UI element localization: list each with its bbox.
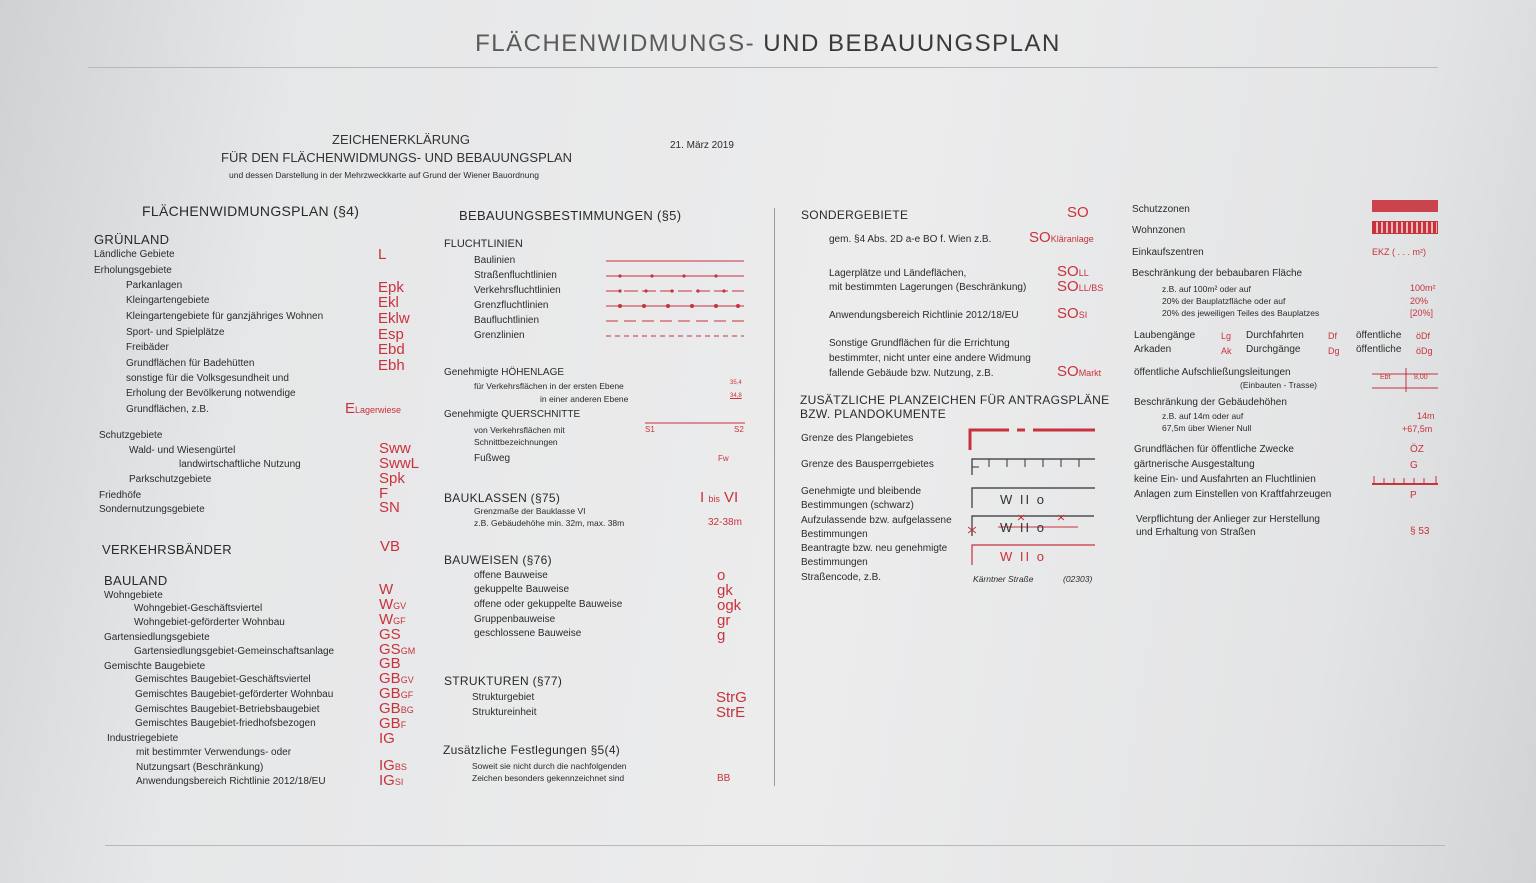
verkehr-heading: VERKEHRSBÄNDER [102,542,232,557]
bauweisen-heading: BAUWEISEN (§76) [444,553,552,567]
bauklassen-code [700,489,738,506]
oeffentliche-zwecke-code: ÖZ [1410,444,1424,455]
code-sub: BG [400,705,414,715]
list-item: landwirtschaftliche Nutzung [179,459,301,470]
fussweg-label: Fußweg [474,453,511,464]
hoehen-code2: +67,5m [1402,424,1433,434]
kfz-anlagen-label: Anlagen zum Einstellen von Kraftfahrzeugen [1134,489,1332,500]
code-sub: BS [394,762,407,772]
besch-line3: 20% des jeweiligen Teiles des Bauplatzes [1162,308,1320,318]
list-item: Sport- und Spielplätze [126,327,225,338]
gaertnerisch-code: G [1410,460,1418,471]
code-main: GB [379,685,401,702]
querschnitt-s1: S1 [645,425,655,434]
list-item: Parkschutzgebiete [129,474,212,485]
list-item: Sondernutzungsgebiete [99,504,205,515]
pz-plangebiet: Grenze des Plangebietes [801,433,914,444]
bauklassen-line2: z.B. Gebäudehöhe min. 32m, max. 38m [474,518,625,528]
gebaeudehoehen-heading: Beschränkung der Gebäudehöhen [1134,397,1287,408]
list-item: Wohngebiet-geförderter Wohnbau [134,617,285,628]
aufzulassen-text: W II o [1000,520,1046,535]
code: gr [717,612,731,629]
code: L [378,246,387,263]
list-item: Industriegebiete [107,733,179,744]
list-item: offene Bauweise [474,570,548,581]
code-sub: LL [1078,268,1089,278]
so-line3: Anwendungsbereich Richtlinie 2012/18/EU [829,310,1019,321]
list-item: geschlossene Bauweise [474,628,582,639]
code-main: SO [1029,229,1051,246]
code: Epk [378,279,404,296]
legend-title-2: FÜR DEN FLÄCHENWIDMUNGS- UND BEBAUUNGSPLAN [221,150,573,165]
pz-beantragt-a: Beantragte bzw. neu genehmigte [801,543,948,554]
leitungen-sub: (Einbauten - Trasse) [1240,380,1318,390]
code: StrG [716,689,747,706]
so-code-3 [1057,305,1087,322]
code-sub: Lagerwiese [355,405,402,415]
keine-einfahrten-label: keine Ein- und Ausfahrten an Fluchtlinien [1134,474,1316,485]
code: g [717,627,726,644]
code-sub: Markt [1078,368,1102,378]
list-item: Parkanlagen [126,280,183,291]
column-divider [774,208,775,786]
line-label: Verkehrsfluchtlinien [474,285,561,296]
durchfahrten-label: Durchfahrten [1246,330,1304,341]
list-item: Nutzungsart (Beschränkung) [136,762,264,773]
durchfahrten-code: Df [1328,331,1337,341]
code-sub: SI [394,777,404,787]
bk-bis: bis [708,494,720,504]
pz-beantragt-b: Bestimmungen [801,557,868,568]
code: SwwL [379,455,420,472]
so-code-2b [1057,278,1103,295]
code-main: W [379,581,394,598]
hoehenlage-symbol-1: 35,4 [730,380,742,386]
code-sub: F [400,720,407,730]
code: Spk [379,470,405,487]
code-main: SO [1057,305,1079,322]
title-part-a: FLÄCHENWIDMUNGS- [475,30,756,57]
code: ogk [717,597,742,614]
leitungen-sym-value: 8,00 [1414,374,1428,381]
legend-subtitle: und dessen Darstellung in der Mehrzweckkarte auf Grund der Wiener Bauordnung [229,170,539,180]
list-item: Gemischtes Baugebiet-Betriebsbaugebiet [135,704,320,715]
code-main: GB [379,715,401,732]
code [345,400,401,417]
fussweg-code: Fw [718,454,729,463]
beschraenkung-heading: Beschränkung der bebaubaren Fläche [1132,268,1303,279]
besch-code2: 20% [1410,296,1429,306]
querschnitte-line1: von Verkehrsflächen mit [474,425,565,435]
hoehen-code1: 14m [1417,411,1435,421]
so-line2b: mit bestimmten Lagerungen (Beschränkung) [829,282,1027,293]
so-line4a: Sonstige Grundflächen für die Errichtung [829,338,1010,349]
code: Ekl [378,294,399,311]
code: Sww [379,440,411,457]
code-main: W [379,611,394,628]
code: Esp [378,326,404,343]
title-part-b: UND BEBAUUNGSPLAN [763,30,1061,57]
pz-aufzulassen-a: Aufzulassende bzw. aufgelassene [801,515,952,526]
hoehen-line2: 67,5m über Wiener Null [1162,423,1252,433]
list-item: gekuppelte Bauweise [474,584,570,595]
kfz-anlagen-code: P [1410,490,1417,501]
page-title [0,30,1536,58]
code: Ebd [378,341,405,358]
col1-heading: FLÄCHENWIDMUNGSPLAN (§4) [142,203,360,219]
gaertnerisch-label: gärtnerische Ausgestaltung [1134,459,1255,470]
sondergebiete-heading: SONDERGEBIETE [801,208,909,222]
bauland-heading: BAULAND [104,573,168,588]
code [379,730,395,747]
list-item: Ländliche Gebiete [94,249,175,260]
besch-line2: 20% der Bauplatzfläche oder auf [1162,296,1286,306]
legend-date: 21. März 2019 [670,140,734,151]
code: gk [717,582,733,599]
bottom-rule [105,845,1445,846]
pz-genehmigt-a: Genehmigte und bleibende [801,486,922,497]
code-main: GB [379,700,401,717]
code-main: SO [1057,263,1079,280]
pz-aufzulassen-b: Bestimmungen [801,529,868,540]
list-item: sonstige für die Volksgesundheit und [126,373,289,384]
planzeichen-heading-1: ZUSÄTZLICHE PLANZEICHEN FÜR ANTRAGSPLÄNE [800,393,1110,407]
besch-code3: [20%] [1410,308,1434,318]
code-main: SO [1057,278,1079,295]
code: Eklw [378,310,410,327]
ekz-label: Einkaufszentren [1132,247,1204,258]
hoehenlage-line2: in einer anderen Ebene [540,394,629,404]
code-sub: GM [400,646,416,656]
besch-code1: 100m² [1410,283,1436,293]
sondergebiete-code: SO [1067,204,1089,221]
arkaden-code: Ak [1221,346,1232,356]
list-item: Erholung der Bevölkerung notwendige [126,388,296,399]
zusaetzliche-heading: Zusätzliche Festlegungen §5(4) [443,743,621,757]
grenzflucht-symbol [606,304,744,308]
strassen-name: Kärntner Straße [973,574,1034,584]
list-item: Freibäder [126,342,169,353]
bk-to: VI [724,489,739,506]
so-line1: gem. §4 Abs. 2D a-e BO f. Wien z.B. [829,234,992,245]
fluchtlinien-symbols [606,255,746,345]
durchgaenge-code: Dg [1328,346,1340,356]
zus-code: BB [717,773,731,784]
gruenland-heading: GRÜNLAND [94,232,170,247]
line-label: Grenzfluchtlinien [474,300,549,311]
bausperre-symbol [971,457,1097,477]
so-line4b: bestimmter, nicht unter eine andere Widmung [829,353,1031,364]
list-item: Wohngebiete [104,590,163,601]
list-item: Schutzgebiete [99,430,163,441]
beantragt-text: W II o [1000,549,1046,564]
hoehenlage-symbol-2: 34,8 [730,393,742,399]
wohnzonen-swatch [1372,221,1438,234]
list-item: Gemischtes Baugebiet-friedhofsbezogen [135,718,316,729]
code: StrE [716,704,746,721]
code-main: IG [379,757,395,774]
schutzzonen-label: Schutzzonen [1132,204,1190,215]
code-sub: GV [400,675,414,685]
laubengaenge-label: Laubengänge [1134,330,1196,341]
verpflichtung-line1: Verpflichtung der Anlieger zur Herstellung [1136,514,1320,525]
plangebiet-symbol [969,428,1097,452]
zus-line1: Soweit sie nicht durch die nachfolgenden [472,761,627,771]
code-sub: LL/BS [1078,283,1104,293]
code-main: E [345,400,356,417]
strassenflucht-symbol [606,274,744,277]
list-item: Gemischtes Baugebiet-geförderter Wohnbau [135,689,334,700]
querschnitt-symbol [645,422,745,426]
list-item: Kleingartengebiete für ganzjähriges Wohnen [126,311,324,322]
strassen-code: (02303) [1063,574,1093,584]
laubengaenge-code: Lg [1221,331,1232,341]
code-main: GB [379,655,401,672]
wohnzonen-label: Wohnzonen [1132,225,1186,236]
line-label: Baulinien [474,255,516,266]
pz-bausperre: Grenze des Bausperrgebietes [801,459,934,470]
leitungen-label: öffentliche Aufschließungsleitungen [1134,367,1291,378]
leitungen-sym-ebt: Ebt [1380,374,1391,381]
code-sub: Kläranlage [1050,234,1094,244]
code-sub: GF [400,690,414,700]
list-item: Grundflächen für Badehütten [126,358,255,369]
querschnitte-line2: Schnittbezeichnungen [474,437,558,447]
code-sub: GV [393,601,407,611]
list-item: Gartensiedlungsgebiet-Gemeinschaftsanlage [134,646,335,657]
keine-einfahrten-symbol [1372,474,1440,486]
querschnitte-heading: Genehmigte QUERSCHNITTE [444,409,581,420]
zus-line2: Zeichen besonders gekennzeichnet sind [472,773,625,783]
line-label: Grenzlinien [474,330,525,341]
code: SN [379,499,400,516]
list-item: Kleingartengebiete [126,295,210,306]
pz-strassencode: Straßencode, z.B. [801,572,882,583]
so-line4c: fallende Gebäude bzw. Nutzung, z.B. [829,368,994,379]
code-main: SO [1057,363,1079,380]
oeffentliche-df-label: öffentliche [1356,330,1402,341]
title-rule [88,67,1438,68]
legend-title-1: ZEICHENERKLÄRUNG [332,132,470,147]
oeffentliche-dg-label: öffentliche [1356,344,1402,355]
code: F [379,485,389,502]
code-sub: SI [1078,310,1088,320]
line-label: Straßenfluchtlinien [474,270,557,281]
verkehrsflucht-symbol [606,289,744,292]
verpflichtung-code: § 53 [1410,526,1430,537]
list-item: Wald- und Wiesengürtel [129,445,236,456]
strukturen-heading: STRUKTUREN (§77) [444,674,563,688]
list-item: Gemischtes Baugebiet-Geschäftsviertel [135,674,311,685]
schutzzonen-swatch [1372,200,1438,212]
so-code-1 [1029,229,1094,246]
pz-genehmigt-b: Bestimmungen (schwarz) [801,500,914,511]
list-item: mit bestimmter Verwendungs- oder [136,747,292,758]
oeffentliche-dg-code: öDg [1416,346,1433,356]
querschnitt-s2: S2 [734,425,744,434]
list-item: Anwendungsbereich Richtlinie 2012/18/EU [136,776,326,787]
code-main: GS [379,641,401,658]
verpflichtung-line2: und Erhaltung von Straßen [1136,527,1256,538]
list-item: Friedhöfe [99,490,142,501]
list-item: Gartensiedlungsgebiete [104,632,210,643]
list-item: offene oder gekuppelte Bauweise [474,599,623,610]
code-main: IG [379,772,395,789]
list-item: Wohngebiet-Geschäftsviertel [134,603,263,614]
bauklassen-line1: Grenzmaße der Bauklasse VI [474,506,586,516]
list-item: Struktureinheit [472,707,537,718]
list-item: Erholungsgebiete [94,265,172,276]
hoehenlage-heading: Genehmigte HÖHENLAGE [444,367,565,378]
code-sub: GF [393,616,406,626]
bauklassen-heading: BAUKLASSEN (§75) [444,491,561,505]
list-item: Gruppenbauweise [474,614,556,625]
fluchtlinien-heading: FLUCHTLINIEN [444,238,523,250]
code-main: W [379,596,394,613]
code: Ebh [378,357,405,374]
list-item: Strukturgebiet [472,692,535,703]
hoehenlage-line1: für Verkehrsflächen in der ersten Ebene [474,381,624,391]
bauklassen-example: 32-38m [708,517,742,528]
planzeichen-heading-2: BZW. PLANDOKUMENTE [800,407,947,421]
list-item: Grundflächen, z.B. [126,404,209,415]
list-item: Gemischte Baugebiete [104,661,206,672]
ekz-code: EKZ ( . . . m²) [1372,247,1426,257]
code: o [717,567,726,584]
so-line2a: Lagerplätze und Ländeflächen, [829,268,967,279]
hoehen-line1: z.B. auf 14m oder auf [1162,411,1244,421]
durchgaenge-label: Durchgänge [1246,344,1301,355]
genehmigt-text: W II o [1000,492,1046,507]
oeffentliche-zwecke-label: Grundflächen für öffentliche Zwecke [1134,444,1294,455]
col2-heading: BEBAUUNGSBESTIMMUNGEN (§5) [459,208,682,223]
so-code-4 [1057,363,1101,380]
oeffentliche-df-code: öDf [1416,331,1431,341]
verkehr-code: VB [380,538,401,555]
code-main: IG [379,730,395,747]
bk-from: I [700,489,705,506]
arkaden-label: Arkaden [1134,344,1172,355]
line-label: Baufluchtlinien [474,315,540,326]
code-main: GB [379,670,401,687]
code-main: GS [379,626,401,643]
besch-line1: z.B. auf 100m² oder auf [1162,284,1251,294]
code [379,772,403,789]
